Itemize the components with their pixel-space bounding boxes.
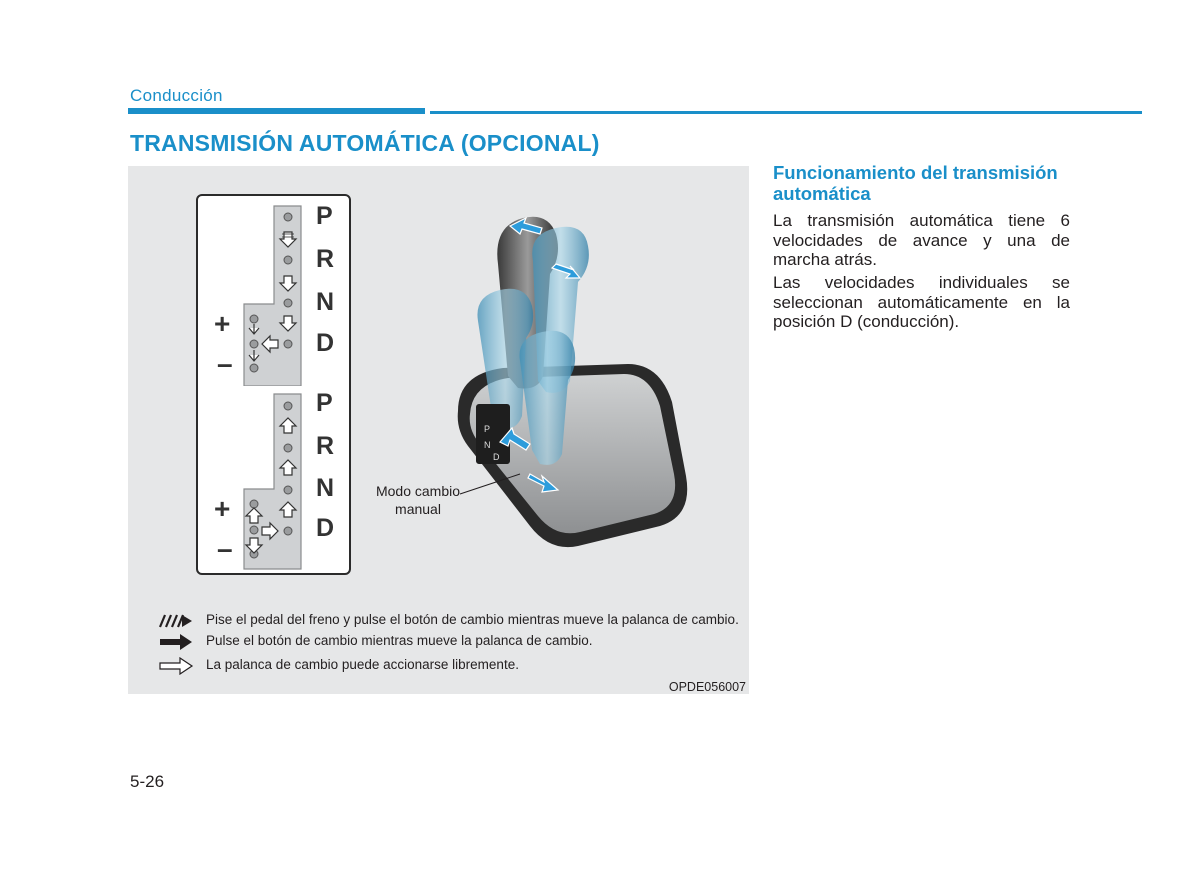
gear-lever-illustration <box>438 206 708 566</box>
gear-n: N <box>316 288 335 316</box>
page-number: 5-26 <box>130 772 165 791</box>
gear-n-lower: N <box>316 474 335 502</box>
svg-text:N: N <box>484 440 491 450</box>
legend-text-button: Pulse el botón de cambio mientras mueve la palanca de cambio. <box>206 633 593 648</box>
solid-arrow-icon <box>158 633 194 651</box>
figure-code: OPDE056007 <box>668 680 746 694</box>
plus-sign: + <box>214 308 231 339</box>
callout-leader <box>458 466 538 506</box>
gear-p-lower: P <box>316 389 333 417</box>
striped-arrow-icon <box>158 612 194 630</box>
minus-sign-lower: – <box>217 533 233 564</box>
gear-r: R <box>316 245 335 273</box>
body-paragraph-2: Las velocidades individuales se seleccionan automáticamente en la posición D (conducción). <box>773 273 1070 331</box>
gear-d: D <box>316 329 335 357</box>
legend-text-free: La palanca de cambio puede accionarse libremente. <box>206 657 519 672</box>
plus-sign-lower: + <box>214 493 231 524</box>
header-rule-thin <box>430 111 1142 114</box>
gear-indicator-icon <box>476 404 510 464</box>
outline-arrow-icon <box>158 657 194 675</box>
minus-sign: – <box>217 348 233 379</box>
gear-d-lower: D <box>316 514 335 542</box>
shift-pattern-panel <box>196 194 351 575</box>
header-rule-thick <box>128 108 425 114</box>
manual-mode-callout: Modo cambio manual <box>375 483 461 517</box>
svg-text:P: P <box>484 424 491 434</box>
section-heading: Funcionamiento del transmisión automática <box>773 162 1058 204</box>
gear-p: P <box>316 202 333 230</box>
body-paragraph-1: La transmisión automática tiene 6 velocidades de avance y una de marcha atrás. <box>773 211 1070 269</box>
legend-text-brake: Pise el pedal del freno y pulse el botón de cambio mientras mueve la palanca de cambio. <box>206 612 739 627</box>
section-label: Conducción <box>130 86 223 105</box>
gear-r-lower: R <box>316 432 335 460</box>
page-title: TRANSMISIÓN AUTOMÁTICA (OPCIONAL) <box>130 130 600 156</box>
svg-text:D: D <box>493 452 500 462</box>
shift-figure <box>128 166 749 694</box>
